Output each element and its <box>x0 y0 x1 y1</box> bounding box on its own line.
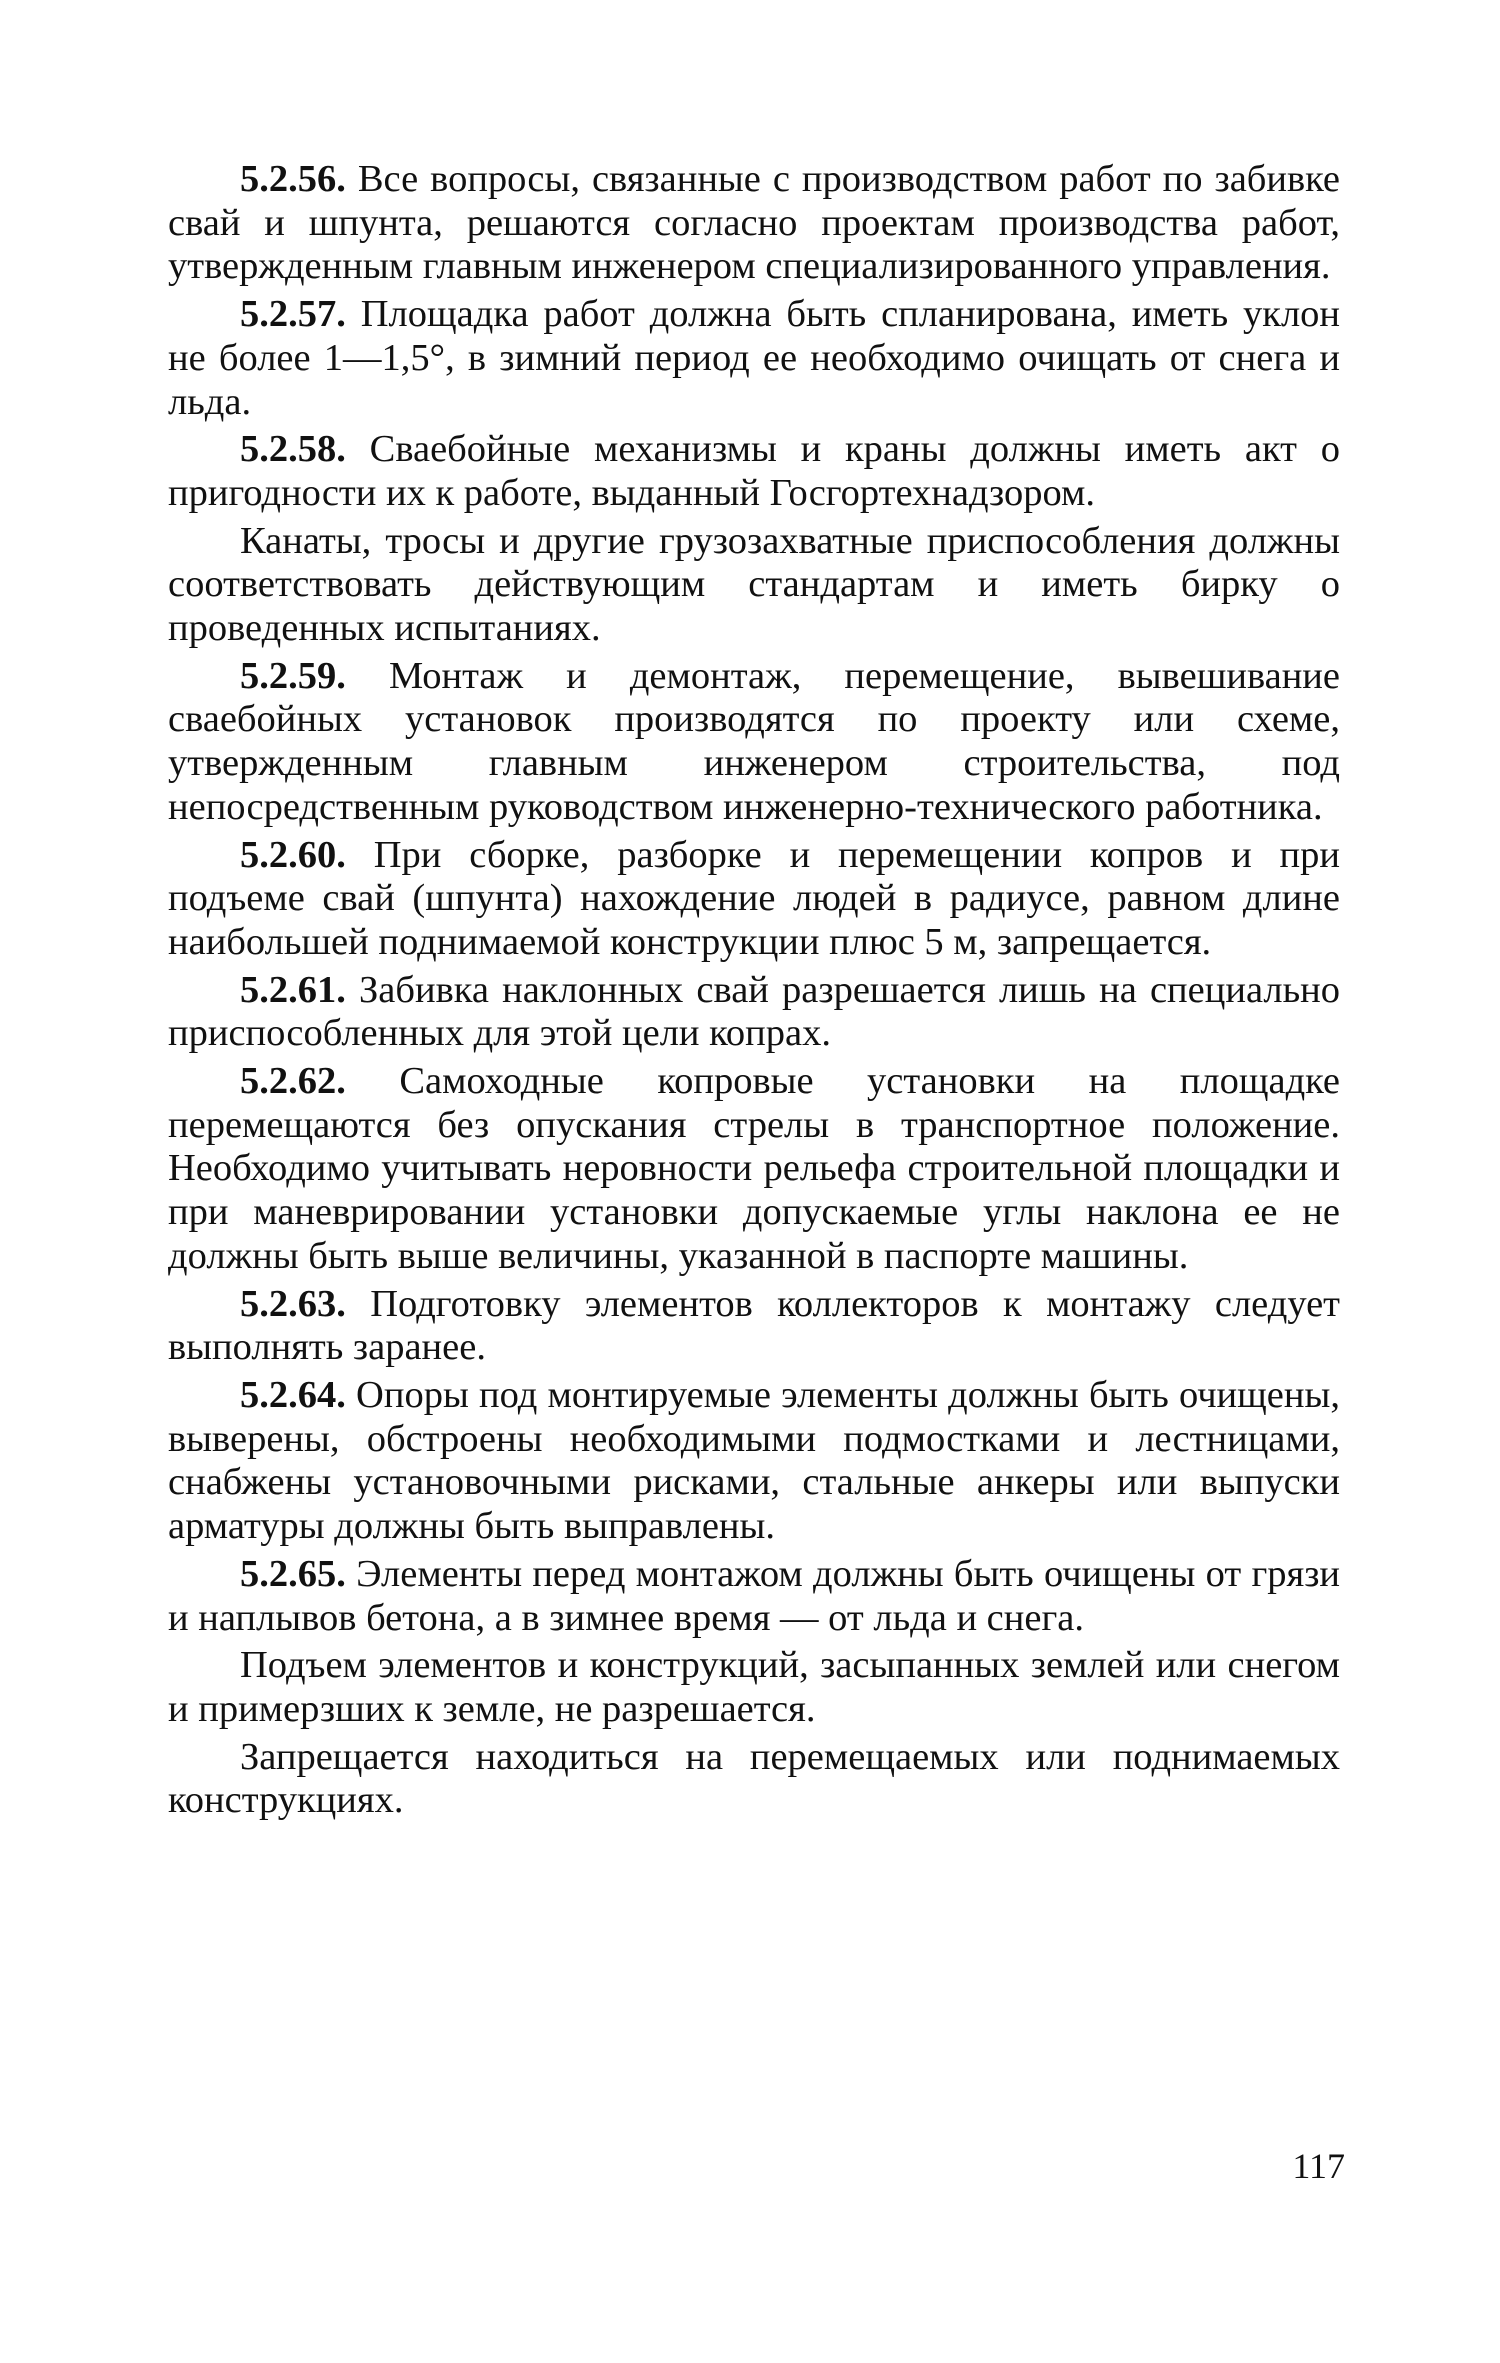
page-number: 117 <box>1292 2146 1345 2186</box>
paragraph-text: Элементы перед монтажом должны быть очищены от грязи и наплывов бетона, а в зимнее время — от льда и снега. <box>168 1552 1341 1639</box>
paragraph-text: При сборке, разборке и перемещении копров и при подъеме свай (шпунта) нахождение людей в радиусе, равном длине наибольшей поднимаемой конструкции плюс 5 м, запрещается. <box>168 833 1341 963</box>
paragraph-5-2-64 <box>168 1374 1340 1549</box>
clause-number: 5.2.63. <box>240 1282 346 1325</box>
paragraph-ropes <box>168 520 1340 651</box>
paragraph-5-2-63 <box>168 1283 1340 1370</box>
paragraph-text: Сваебойные механизмы и краны должны иметь акт о пригодности их к работе, выданный Госгортехнадзором. <box>168 428 1341 514</box>
clause-number: 5.2.65. <box>240 1552 346 1595</box>
paragraph-text: Запрещается находиться на перемещаемых или поднимаемых конструкциях. <box>168 1735 1340 1822</box>
clause-number: 5.2.64. <box>240 1373 346 1416</box>
paragraph-text: Площадка работ должна быть спланирована, иметь уклон не более 1—1,5°, в зимний период ее необходимо очищать от снега и льда. <box>168 293 1341 423</box>
paragraph-text: Подъем элементов и конструкций, засыпанных землей или снегом и примерзших к земле, не разрешается. <box>168 1644 1340 1730</box>
clause-number: 5.2.58. <box>240 428 346 471</box>
paragraph-5-2-60 <box>168 834 1340 965</box>
paragraph-prohibition <box>168 1736 1340 1823</box>
paragraph-text: Опоры под монтируемые элементы должны быть очищены, выверены, обстроены необходимыми подмостками и лестницами, снабжены установочными рисками, стальные анкеры или выпуски арматуры должны быть выправлены. <box>168 1373 1340 1548</box>
clause-number: 5.2.59. <box>240 654 346 697</box>
paragraph-5-2-62 <box>168 1060 1340 1279</box>
clause-number: 5.2.57. <box>240 293 346 336</box>
clause-number: 5.2.61. <box>240 968 346 1011</box>
paragraph-text: Монтаж и демонтаж, перемещение, вывешивание сваебойных установок производятся по проекту или схеме, утвержденным главным инженером строительства, под непосредственным руководством инженерно-технического работника. <box>168 654 1340 828</box>
clause-number: 5.2.56. <box>240 158 346 200</box>
paragraph-5-2-56 <box>168 158 1340 289</box>
paragraph-5-2-65 <box>168 1553 1340 1640</box>
paragraph-text: Канаты, тросы и другие грузозахватные приспособления должны соответствовать действующим стандартам и иметь бирку о проведенных испытаниях. <box>168 519 1340 650</box>
paragraph-text: Самоходные копровые установки на площадке перемещаются без опускания стрелы в транспортное положение. Необходимо учитывать неровности рельефа строительной площадки и при маневрировании установки допускаемые углы наклона ее не должны быть выше величины, указанной в паспорте машины. <box>168 1060 1340 1277</box>
paragraph-lifting <box>168 1644 1340 1731</box>
paragraph-5-2-58 <box>168 428 1340 515</box>
paragraph-5-2-61 <box>168 969 1340 1056</box>
clause-number: 5.2.62. <box>240 1060 346 1103</box>
paragraph-text: Подготовку элементов коллекторов к монтажу следует выполнять заранее. <box>168 1282 1341 1369</box>
body-text <box>168 158 1340 1827</box>
paragraph-5-2-59 <box>168 655 1340 830</box>
clause-number: 5.2.60. <box>240 833 346 876</box>
paragraph-text: Все вопросы, связанные с производством работ по забивке свай и шпунта, решаются согласно проектам производства работ, утвержденным главным инженером специализированного управления. <box>168 158 1341 288</box>
paragraph-5-2-57 <box>168 293 1340 424</box>
paragraph-text: Забивка наклонных свай разрешается лишь на специально приспособленных для этой цели копрах. <box>168 968 1340 1055</box>
